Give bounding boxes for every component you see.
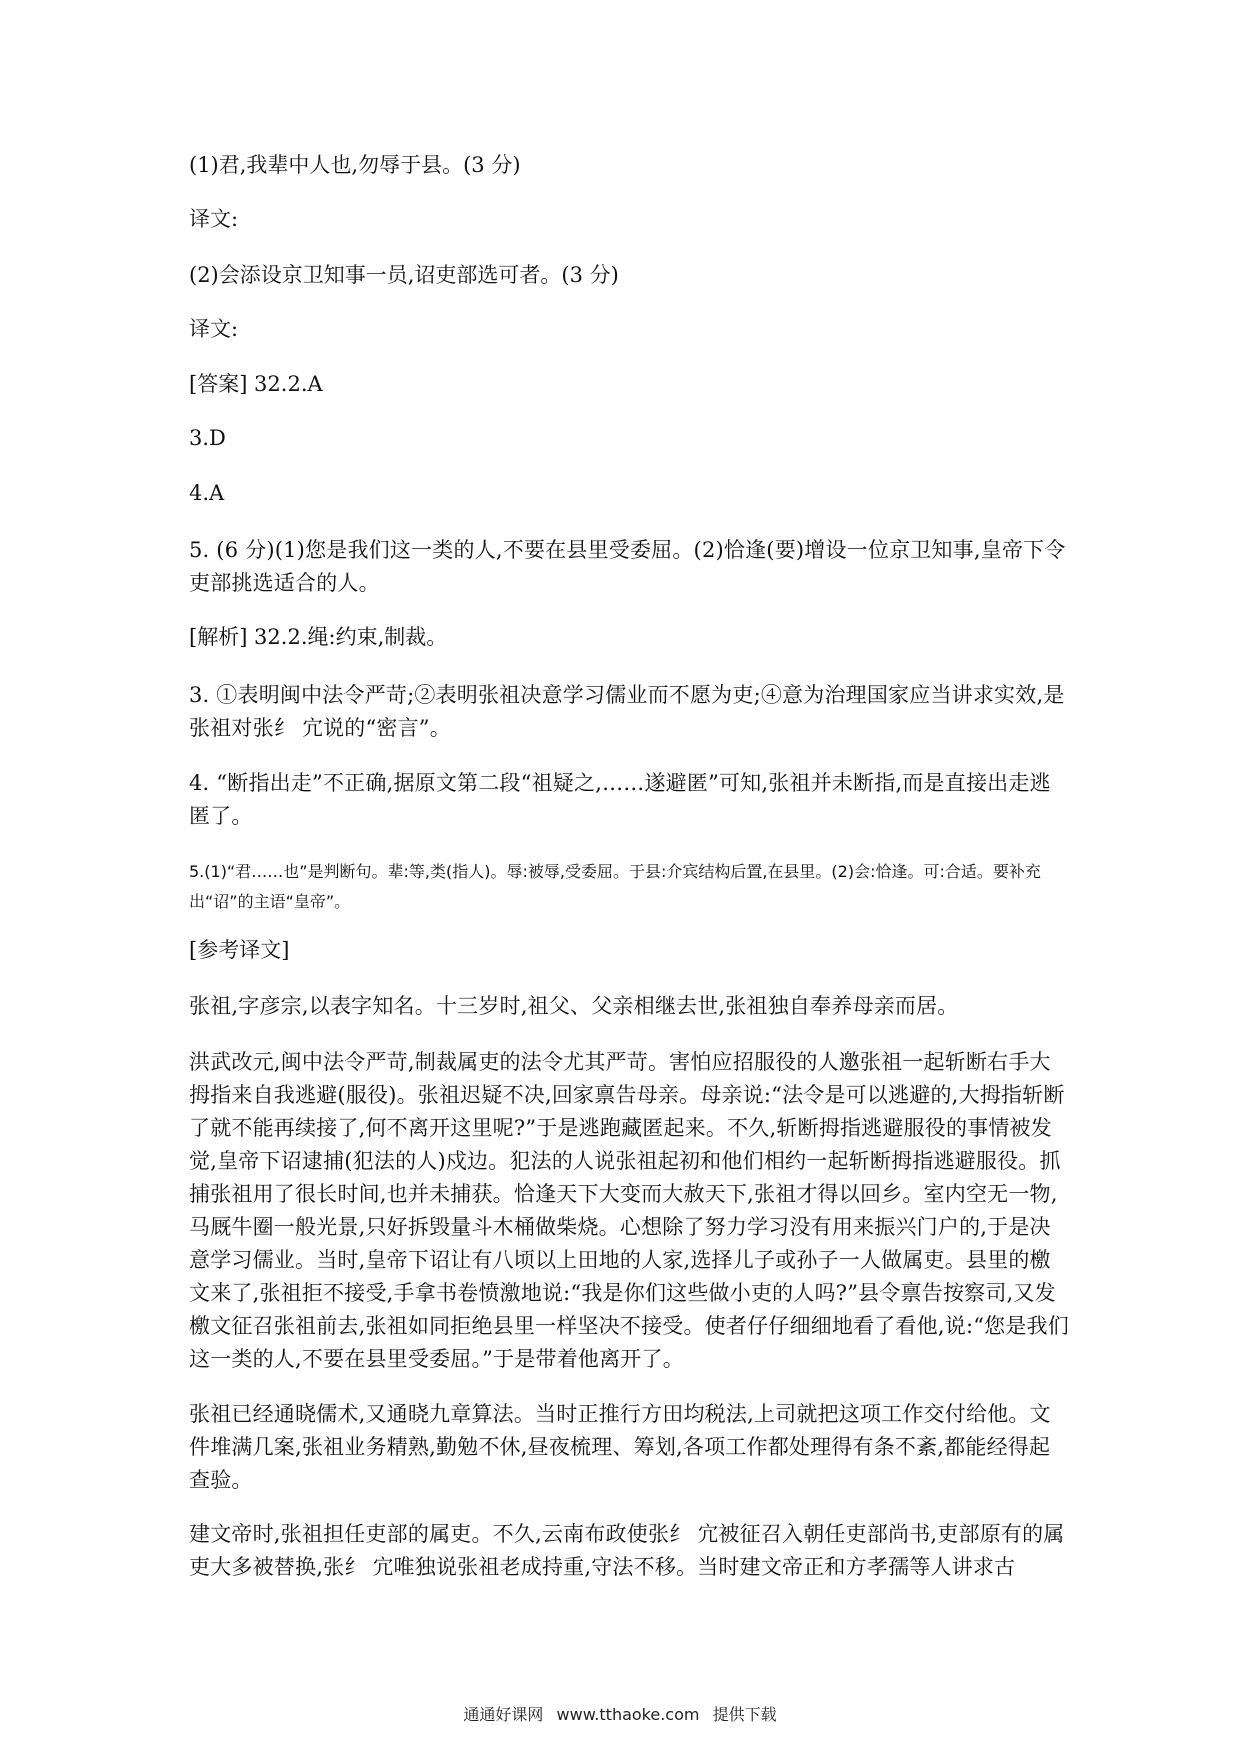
- analysis-3: 3. ①表明闽中法令严苛;②表明张祖决意学习儒业而不愿为吏;④意为治理国家应当讲求实效,是张祖对张纟 宂说的“密言”。: [189, 683, 1065, 740]
- analysis-5: 5.(1)“君……也”是判断句。辈:等,类(指人)。辱:被辱,受委屈。于县:介宾结构后置,在县里。(2)会:恰逢。可:合适。要补充出“诏”的主语“皇帝”。: [189, 862, 1041, 911]
- translation-header: [参考译文]: [189, 938, 290, 962]
- question-1: (1)君,我辈中人也,勿辱于县。(3 分): [189, 153, 521, 177]
- answer-3: 3.D: [189, 426, 226, 450]
- footer-note: 提供下载: [712, 1705, 777, 1724]
- question-1-translation-label: 译文:: [189, 207, 239, 231]
- translation-paragraph-1: 张祖,字彦宗,以表字知名。十三岁时,祖父、父亲相继去世,张祖独自奉养母亲而居。: [189, 994, 959, 1018]
- answer-header: [答案] 32.2.A: [189, 372, 323, 396]
- footer-site-name: 通通好课网: [463, 1705, 544, 1724]
- question-2-translation-label: 译文:: [189, 317, 239, 341]
- analysis-header: [解析] 32.2.绳:约束,制裁。: [189, 625, 448, 649]
- translation-paragraph-3: 张祖已经通晓儒术,又通晓九章算法。当时正推行方田均税法,上司就把这项工作交付给他。文件堆满几案,张祖业务精熟,勤勉不休,昼夜梳理、筹划,各项工作都处理得有条不紊,都能经得起查验。: [189, 1402, 1051, 1492]
- footer-url[interactable]: www.tthaoke.com: [556, 1705, 700, 1724]
- answer-4: 4.A: [189, 481, 225, 505]
- answer-5: 5. (6 分)(1)您是我们这一类的人,不要在县里受委屈。(2)恰逢(要)增设一位京卫知事,皇帝下令吏部挑选适合的人。: [189, 538, 1066, 595]
- translation-paragraph-4: 建文帝时,张祖担任吏部的属吏。不久,云南布政使张纟 宂被征召入朝任吏部尚书,吏部原有的属吏大多被替换,张纟 宂唯独说张祖老成持重,守法不移。当时建文帝正和方孝孺等人讲求古: [189, 1522, 1065, 1579]
- question-2: (2)会添设京卫知事一员,诏吏部选可者。(3 分): [189, 263, 619, 287]
- page-footer: [0, 1702, 1240, 1725]
- analysis-4: 4. “断指出走”不正确,据原文第二段“祖疑之,……遂避匿”可知,张祖并未断指,而是直接出走逃匿了。: [189, 771, 1051, 828]
- translation-paragraph-2: 洪武改元,闽中法令严苛,制裁属吏的法令尤其严苛。害怕应招服役的人邀张祖一起斩断右手大拇指来自我逃避(服役)。张祖迟疑不决,回家禀告母亲。母亲说:“法令是可以逃避的,大拇指斩断了就不能再续接了,何不离开这里呢?”于是逃跑藏匿起来。不久,斩断拇指逃避服役的事情被发觉,皇帝下诏逮捕(犯法的人)戍边。犯法的人说张祖起初和他们相约一起斩断拇指逃避服役。抓捕张祖用了很长时间,也并未捕获。恰逢天下大变而大赦天下,张祖才得以回乡。室内空无一物,马厩牛圈一般光景,只好拆毁量斗木桶做柴烧。心想除了努力学习没有用来振兴门户的,于是决意学习儒业。当时,皇帝下诏让有八顷以上田地的人家,选择儿子或孙子一人做属吏。县里的檄文来了,张祖拒不接受,手拿书卷愤激地说:“我是你们这些做小吏的人吗?”县令禀告按察司,又发檄文征召张祖前去,张祖如同拒绝县里一样坚决不接受。使者仔仔细细地看了看他,说:“您是我们这一类的人,不要在县里受委屈。”于是带着他离开了。: [189, 1050, 1069, 1371]
